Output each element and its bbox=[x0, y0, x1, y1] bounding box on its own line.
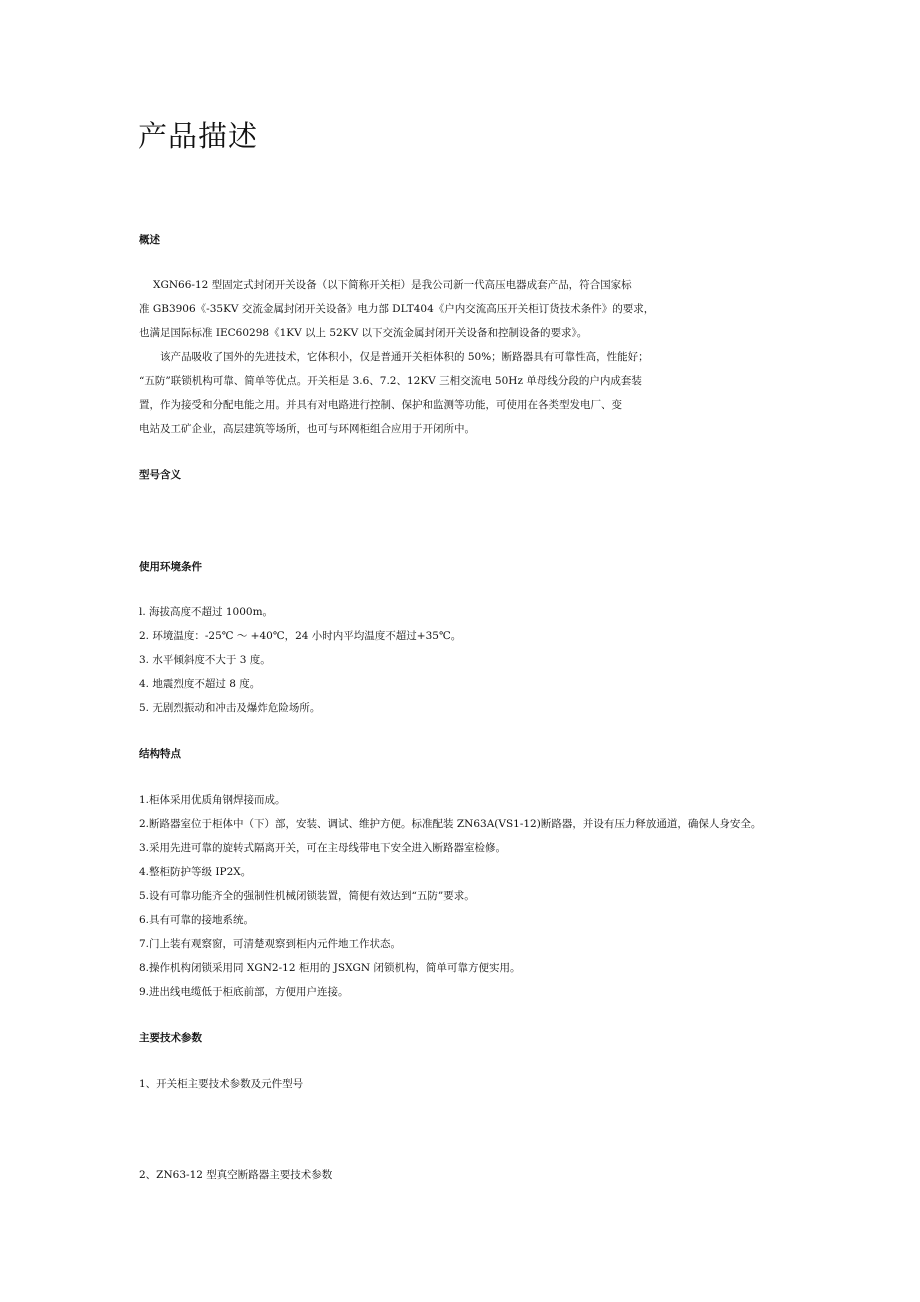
structure-item: 6.具有可靠的接地系统。 bbox=[139, 914, 255, 926]
overview-line: 电站及工矿企业，高层建筑等场所，也可与环网柜组合应用于开闭所中。 bbox=[139, 423, 475, 435]
environment-item: l. 海拔高度不超过 1000m。 bbox=[139, 606, 274, 618]
overview-line: 也满足国际标准 IEC60298《1KV 以上 52KV 以下交流金属封闭开关设备和控制设备的要求》。 bbox=[139, 327, 588, 339]
environment-item: 2. 环境温度：-25℃ ～ +40℃，24 小时内平均温度不超过+35℃。 bbox=[139, 630, 462, 642]
overview-line: XGN66-12 型固定式封闭开关设备（以下简称开关柜）是我公司新一代高压电器成套产品，符合国家标 bbox=[153, 279, 632, 291]
structure-item: 2.断路器室位于柜体中（下）部，安装、调试、维护方便。标准配装 ZN63A(VS1-12)断路器，并设有压力释放通道，确保人身安全。 bbox=[139, 818, 762, 830]
section-heading-environment: 使用环境条件 bbox=[139, 561, 202, 573]
section-heading-parameters: 主要技术参数 bbox=[139, 1032, 202, 1044]
section-heading-structure: 结构特点 bbox=[139, 748, 181, 760]
overview-line: 准 GB3906《-35KV 交流金属封闭开关设备》电力部 DLT404《户内交流高压开关柜订货技术条件》的要求， bbox=[139, 303, 655, 315]
structure-item: 7.门上装有观察窗，可清楚观察到柜内元件地工作状态。 bbox=[139, 938, 402, 950]
structure-item: 3.采用先进可靠的旋转式隔离开关，可在主母线带电下安全进入断路器室检修。 bbox=[139, 842, 507, 854]
structure-item: 5.设有可靠功能齐全的强制性机械闭锁装置，简便有效达到“五防”要求。 bbox=[139, 890, 475, 902]
section-heading-overview: 概述 bbox=[139, 234, 160, 246]
section-heading-model: 型号含义 bbox=[139, 469, 181, 481]
structure-item: 1.柜体采用优质角钢焊接而成。 bbox=[139, 794, 286, 806]
environment-item: 4. 地震烈度不超过 8 度。 bbox=[139, 678, 261, 690]
page-title: 产品描述 bbox=[138, 119, 259, 153]
environment-item: 5. 无剧烈振动和冲击及爆炸危险场所。 bbox=[139, 702, 321, 714]
parameters-item: 1、开关柜主要技术参数及元件型号 bbox=[139, 1078, 304, 1090]
overview-line: 该产品吸收了国外的先进技术，它体积小，仅是普通开关柜体积的 50%；断路器具有可靠性高，性能好； bbox=[160, 351, 649, 363]
structure-item: 8.操作机构闭锁采用同 XGN2-12 柜用的 JSXGN 闭锁机构，简单可靠方便实用。 bbox=[139, 962, 521, 974]
structure-item: 9.进出线电缆低于柜底前部，方便用户连接。 bbox=[139, 986, 349, 998]
overview-line: “五防”联锁机构可靠、简单等优点。开关柜是 3.6、7.2、12KV 三相交流电 50Hz 单母线分段的户内成套装 bbox=[139, 375, 642, 387]
parameters-item: 2、ZN63-12 型真空断路器主要技术参数 bbox=[139, 1169, 333, 1181]
structure-item: 4.整柜防护等级 IP2X。 bbox=[139, 866, 252, 878]
overview-line: 置，作为接受和分配电能之用。并具有对电路进行控制、保护和监测等功能，可使用在各类型发电厂、变 bbox=[139, 399, 622, 411]
environment-item: 3. 水平倾斜度不大于 3 度。 bbox=[139, 654, 271, 666]
